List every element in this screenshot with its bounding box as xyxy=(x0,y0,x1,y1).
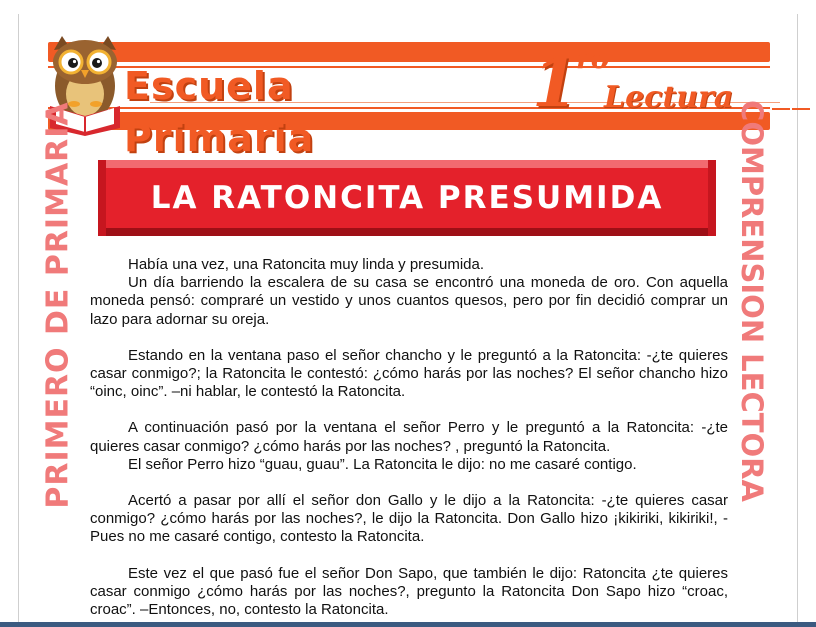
title-box-bevel xyxy=(98,160,106,236)
grade-suffix: ro xyxy=(576,42,610,75)
story-paragraph: Había una vez, una Ratoncita muy linda y presumida. xyxy=(128,256,485,273)
side-label-right-text: COMPRENSION LECTORA xyxy=(735,100,769,502)
story-body xyxy=(90,256,728,619)
side-label-left-text: PRIMERO DE PRIMARIA xyxy=(40,101,76,509)
story-paragraph: Estando en la ventana paso el señor chancho y le preguntó a la Ratoncita: -¿te quieres casar conmigo?; la Ratoncita le contestó: ¿cómo harás por las noches? El señor chancho hizo “oinc, oinc”. –ni hablar, le contestó la Ratoncita. xyxy=(90,346,728,401)
header-band-top xyxy=(48,42,770,62)
side-label-left xyxy=(34,101,82,509)
story-paragraph: Este vez el que pasó fue el señor Don Sapo, que también le dijo: Ratoncita ¿te quieres casar conmigo ¿cómo harás por las noches?, pregunto la Ratoncita Don Sapo hizo “croac, croac”. –Entonces, no, contesto la Ratoncita. xyxy=(90,564,728,619)
page-right-edge xyxy=(797,14,798,627)
page-left-edge xyxy=(18,14,19,627)
story-paragraph: Acertó a pasar por allí el señor don Gallo y le dijo a la Ratoncita: -¿te quieres casar conmigo? ¿cómo harás por las noches?, le dijo la Ratoncita. Don Gallo hizo ¡kikiriki, kikiriki!, -Pues no me casaré contigo, contesto la Ratoncita. xyxy=(90,492,728,546)
story-title-box xyxy=(98,160,716,236)
story-paragraph: A continuación pasó por la ventana el señor Perro y le preguntó a la Ratoncita: -¿te quieres casar conmigo? ¿cómo harás por las noches? , preguntó la Ratoncita. xyxy=(90,419,728,455)
story-paragraph: Un día barriendo la escalera de su casa se encontró una moneda de oro. Con aquella moneda pensó: compraré un vestido y unos cuantos quesos, pero por fin decidió comprar un lazo para adornar su oreja. xyxy=(90,274,728,328)
school-title: Escuela Primaria xyxy=(124,64,315,160)
window-bottom-strip xyxy=(0,622,816,627)
story-paragraph: El señor Perro hizo “guau, guau”. La Ratoncita le dijo: no me casaré contigo. xyxy=(128,455,637,473)
grade-number: 1 xyxy=(532,44,578,122)
title-box-bevel xyxy=(98,228,716,236)
subject-label: Lectura xyxy=(604,80,734,115)
header-tick xyxy=(792,108,810,110)
title-box-bevel xyxy=(708,160,716,236)
title-box-bevel xyxy=(98,160,716,168)
story-title: LA RATONCITA PRESUMIDA xyxy=(150,180,664,216)
side-label-right xyxy=(728,100,776,502)
header-tick xyxy=(772,108,790,110)
